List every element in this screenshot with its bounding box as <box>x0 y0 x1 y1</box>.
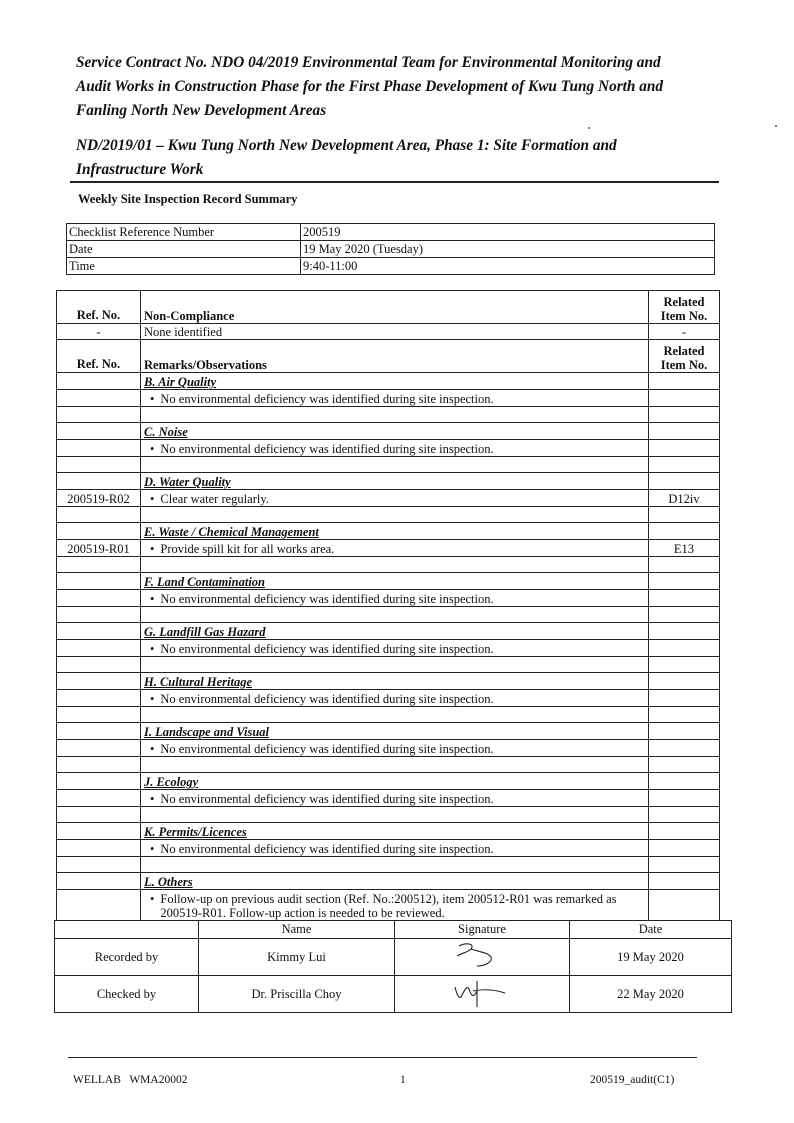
ref-no-cell: 200519-R01 <box>57 540 141 557</box>
signature-header: Signature <box>395 921 570 939</box>
related-item-header-line: Item No. <box>660 358 708 372</box>
related-item-cell <box>649 390 720 407</box>
related-item-header <box>649 340 720 373</box>
observation-text: • No environmental deficiency was identified during site inspection. <box>144 592 645 606</box>
ref-no-cell <box>57 840 141 857</box>
ref-no-cell <box>57 590 141 607</box>
ref-no-cell <box>57 740 141 757</box>
handwritten-signature-icon <box>447 940 517 970</box>
observation-row <box>57 390 720 407</box>
signer-name: Dr. Priscilla Choy <box>199 976 395 1013</box>
observation-row <box>57 440 720 457</box>
spacer-row <box>57 457 720 473</box>
info-value: 9:40-11:00 <box>301 258 715 275</box>
spacer-row <box>57 857 720 873</box>
section-title-row <box>57 823 720 840</box>
section-title-row <box>57 473 720 490</box>
observation-row <box>57 540 720 557</box>
info-row <box>67 258 715 275</box>
observation-row <box>57 840 720 857</box>
info-value: 200519 <box>301 224 715 241</box>
section-title-row <box>57 373 720 390</box>
noncompliance-header: Non-Compliance <box>141 291 649 324</box>
section-title: G. Landfill Gas Hazard <box>144 625 266 639</box>
contract-title-line: Audit Works in Construction Phase for the First Phase Development of Kwu Tung North and <box>76 78 664 95</box>
checklist-info-table <box>66 223 715 275</box>
section-title-row <box>57 573 720 590</box>
section-title: I. Landscape and Visual <box>144 725 270 739</box>
ref-no-cell <box>57 640 141 657</box>
section-title-row <box>57 773 720 790</box>
spacer-row <box>57 757 720 773</box>
title-divider <box>70 181 719 183</box>
observation-row <box>57 590 720 607</box>
spacer-row <box>57 557 720 573</box>
observation-text: • No environmental deficiency was identified during site inspection. <box>144 842 645 856</box>
spacer-row <box>57 707 720 723</box>
observation-text: • No environmental deficiency was identified during site inspection. <box>144 392 645 406</box>
related-item-cell <box>649 790 720 807</box>
observation-text: • Provide spill kit for all works area. <box>144 542 645 556</box>
scan-speck <box>775 125 777 127</box>
section-title: K. Permits/Licences <box>144 825 247 839</box>
section-title-row <box>57 873 720 890</box>
observation-text: • No environmental deficiency was identified during site inspection. <box>144 692 645 706</box>
footer-file-ref: 200519_audit(C1) <box>590 1074 675 1086</box>
info-value: 19 May 2020 (Tuesday) <box>301 241 715 258</box>
signer-name: Kimmy Lui <box>199 939 395 976</box>
signoff-row <box>55 939 732 976</box>
observation-row <box>57 740 720 757</box>
section-title: C. Noise <box>144 425 188 439</box>
related-item-header <box>649 291 720 324</box>
signature-cell <box>395 939 570 976</box>
contract-title-line: Fanling North New Development Areas <box>76 102 327 119</box>
related-item-cell: D12iv <box>649 490 720 507</box>
observation-text: • No environmental deficiency was identified during site inspection. <box>144 642 645 656</box>
signature-cell <box>395 976 570 1013</box>
related-item-cell: - <box>649 324 720 340</box>
observation-text: • No environmental deficiency was identified during site inspection. <box>144 792 645 806</box>
related-item-header-line: Item No. <box>660 309 708 323</box>
signoff-date: 22 May 2020 <box>570 976 732 1013</box>
observation-row <box>57 490 720 507</box>
remarks-header: Remarks/Observations <box>141 340 649 373</box>
ref-no-cell: 200519-R02 <box>57 490 141 507</box>
spacer-row <box>57 507 720 523</box>
remarks-body <box>57 373 720 873</box>
info-row <box>67 241 715 258</box>
signoff-table <box>54 920 732 1013</box>
footer-divider <box>68 1057 697 1058</box>
section-title-row <box>57 673 720 690</box>
section-title: J. Ecology <box>144 775 199 789</box>
section-title-row <box>57 623 720 640</box>
page-number: 1 <box>400 1074 406 1086</box>
section-title: E. Waste / Chemical Management <box>144 525 319 539</box>
observation-row <box>57 640 720 657</box>
noncompliance-row <box>57 324 720 340</box>
handwritten-signature-icon <box>447 977 517 1007</box>
scan-speck <box>588 127 590 129</box>
related-item-cell <box>649 590 720 607</box>
related-item-cell <box>649 440 720 457</box>
info-label: Checklist Reference Number <box>67 224 301 241</box>
signoff-header-row <box>55 921 732 939</box>
observation-text: 200519-R01. Follow-up action is needed to be reviewed. <box>160 906 445 920</box>
bullet-icon: • <box>150 892 155 906</box>
section-title-row <box>57 423 720 440</box>
section-title: L. Others <box>144 875 193 889</box>
spacer-row <box>57 607 720 623</box>
role-cell: Recorded by <box>55 939 199 976</box>
ref-no-cell <box>57 390 141 407</box>
footer-company-ref: WELLAB WMA20002 <box>73 1074 188 1086</box>
related-item-cell <box>649 840 720 857</box>
related-item-header-line: Related <box>663 344 705 358</box>
remarks-header-row <box>57 340 720 373</box>
observation-row <box>57 890 720 921</box>
related-item-header-line: Related <box>663 295 705 309</box>
related-item-cell: E13 <box>649 540 720 557</box>
role-cell: Checked by <box>55 976 199 1013</box>
section-title-row <box>57 723 720 740</box>
ref-no-cell <box>57 690 141 707</box>
project-title-line: Infrastructure Work <box>76 161 204 178</box>
document-title <box>76 51 716 182</box>
section-title: F. Land Contamination <box>144 575 265 589</box>
ref-no-header: Ref. No. <box>57 340 141 373</box>
ref-no-cell <box>57 790 141 807</box>
info-label: Time <box>67 258 301 275</box>
related-item-cell <box>649 640 720 657</box>
section-title-row <box>57 523 720 540</box>
spacer-row <box>57 807 720 823</box>
record-summary-heading: Weekly Site Inspection Record Summary <box>78 192 298 206</box>
observation-text: • Clear water regularly. <box>144 492 645 506</box>
ref-no-header: Ref. No. <box>57 291 141 324</box>
observation-text: Follow-up on previous audit section (Ref. No.:200512), item 200512-R01 was remarked as <box>160 892 617 906</box>
section-title: B. Air Quality <box>144 375 217 389</box>
info-row <box>67 224 715 241</box>
date-header: Date <box>570 921 732 939</box>
observation-text: • No environmental deficiency was identified during site inspection. <box>144 742 645 756</box>
signoff-date: 19 May 2020 <box>570 939 732 976</box>
noncompliance-cell: None identified <box>141 324 649 340</box>
observation-row <box>57 790 720 807</box>
observation-row <box>57 690 720 707</box>
signoff-row <box>55 976 732 1013</box>
observation-text: • No environmental deficiency was identified during site inspection. <box>144 442 645 456</box>
noncompliance-header-row <box>57 291 720 324</box>
project-title-line: ND/2019/01 – Kwu Tung North New Development Area, Phase 1: Site Formation and <box>76 137 617 154</box>
related-item-cell <box>649 690 720 707</box>
info-label: Date <box>67 241 301 258</box>
section-title: H. Cultural Heritage <box>144 675 253 689</box>
related-item-cell <box>649 740 720 757</box>
inspection-table <box>56 290 720 921</box>
spacer-row <box>57 407 720 423</box>
ref-no-cell <box>57 440 141 457</box>
section-title: D. Water Quality <box>144 475 231 489</box>
ref-no-cell: - <box>57 324 141 340</box>
contract-title-line: Service Contract No. NDO 04/2019 Environmental Team for Environmental Monitoring and <box>76 54 661 71</box>
spacer-row <box>57 657 720 673</box>
name-header: Name <box>199 921 395 939</box>
